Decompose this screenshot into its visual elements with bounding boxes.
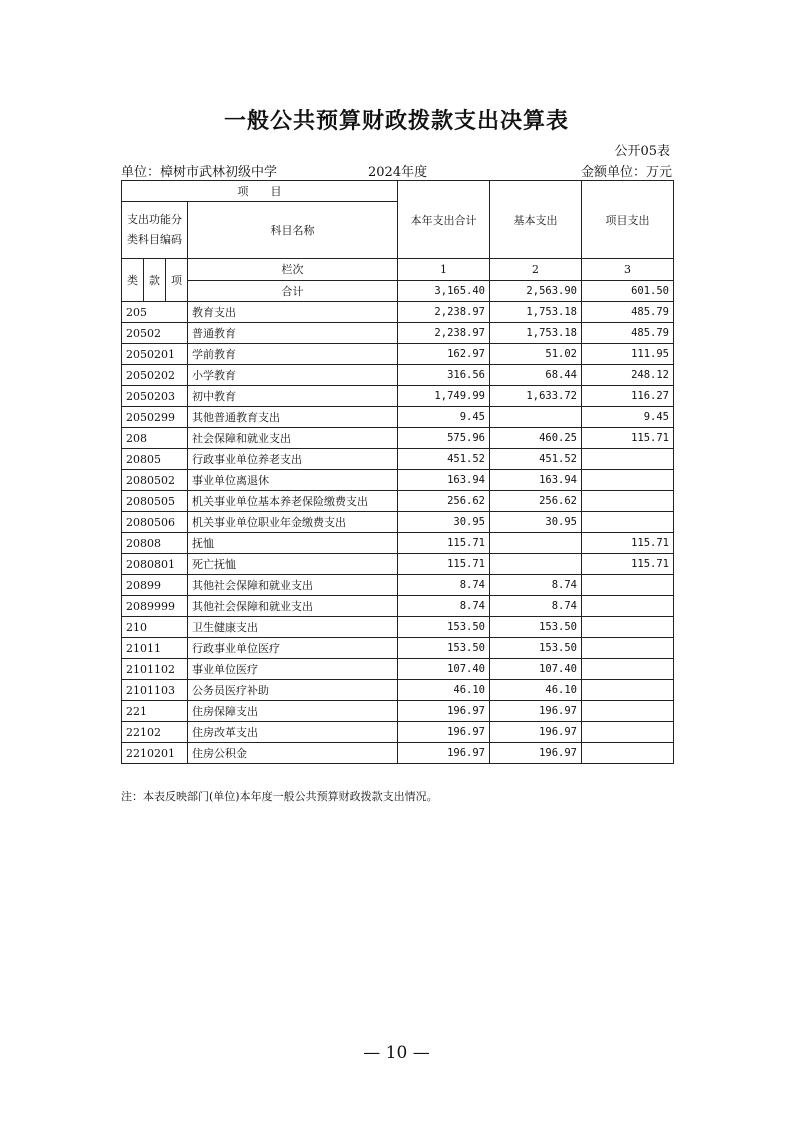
header-lanci: 栏次 [188,259,398,281]
row-code: 208 [122,428,188,449]
money-unit-label: 金额单位：万元 [580,165,672,180]
row-code: 2080801 [122,554,188,575]
row-project [582,470,674,491]
row-name: 其他社会保障和就业支出 [188,596,398,617]
row-basic: 196.97 [490,743,582,764]
total-project: 601.50 [582,280,674,302]
header-n3: 3 [582,259,674,281]
table-row [122,638,674,659]
row-name: 普通教育 [188,323,398,344]
header-code-label [122,202,188,259]
row-total: 8.74 [398,575,490,596]
row-basic: 46.10 [490,680,582,701]
row-project [582,722,674,743]
table-row [122,722,674,743]
row-code: 2080502 [122,470,188,491]
row-code: 2089999 [122,596,188,617]
expenditure-table [121,180,674,764]
row-project [582,680,674,701]
row-basic: 163.94 [490,470,582,491]
total-label: 合计 [188,280,398,302]
row-project: 248.12 [582,365,674,386]
row-total: 163.94 [398,470,490,491]
row-name: 教育支出 [188,302,398,323]
row-basic: 196.97 [490,722,582,743]
row-basic: 451.52 [490,449,582,470]
row-name: 机关事业单位基本养老保险缴费支出 [188,491,398,512]
table-body [122,302,674,764]
row-name: 行政事业单位养老支出 [188,449,398,470]
total-sum: 3,165.40 [398,280,490,302]
row-total: 2,238.97 [398,323,490,344]
row-code: 20805 [122,449,188,470]
footnote: 注：本表反映部门(单位)本年度一般公共预算财政拨款支出情况。 [121,790,438,803]
row-total: 316.56 [398,365,490,386]
row-project: 111.95 [582,344,674,365]
row-name: 住房公积金 [188,743,398,764]
page-number: — 10 — [363,1043,430,1063]
meta-line [121,161,672,179]
row-name: 抚恤 [188,533,398,554]
header-kuan: 款 [144,259,166,302]
form-number: 公开05表 [614,144,670,159]
table-row [122,512,674,533]
row-code: 2050202 [122,365,188,386]
row-name: 社会保障和就业支出 [188,428,398,449]
row-project [582,512,674,533]
row-total: 196.97 [398,743,490,764]
row-total: 196.97 [398,722,490,743]
row-total: 115.71 [398,533,490,554]
row-total: 196.97 [398,701,490,722]
row-basic: 153.50 [490,638,582,659]
row-name: 事业单位离退休 [188,470,398,491]
header-code-label-line2: 类科目编码 [127,233,182,246]
table-row [122,533,674,554]
row-project: 115.71 [582,554,674,575]
row-project [582,743,674,764]
row-basic: 196.97 [490,701,582,722]
row-name: 学前教育 [188,344,398,365]
table-row [122,491,674,512]
row-project [582,659,674,680]
row-code: 2101103 [122,680,188,701]
row-project [582,638,674,659]
row-total: 256.62 [398,491,490,512]
table-row [122,428,674,449]
table-row [122,449,674,470]
row-name: 卫生健康支出 [188,617,398,638]
row-basic: 460.25 [490,428,582,449]
total-basic: 2,563.90 [490,280,582,302]
year-label: 2024年度 [368,165,428,180]
row-basic: 8.74 [490,575,582,596]
row-name: 其他普通教育支出 [188,407,398,428]
row-basic: 51.02 [490,344,582,365]
row-code: 2080505 [122,491,188,512]
row-code: 20899 [122,575,188,596]
row-basic: 107.40 [490,659,582,680]
row-name: 公务员医疗补助 [188,680,398,701]
row-project [582,701,674,722]
row-name: 初中教育 [188,386,398,407]
row-project: 115.71 [582,428,674,449]
header-code-label-line1: 支出功能分 [127,213,182,226]
row-name: 机关事业单位职业年金缴费支出 [188,512,398,533]
row-code: 22102 [122,722,188,743]
row-code: 21011 [122,638,188,659]
header-item: 项 目 [122,181,398,202]
table-row [122,470,674,491]
table-row [122,701,674,722]
row-total: 2,238.97 [398,302,490,323]
row-total: 575.96 [398,428,490,449]
header-xiang: 项 [166,259,188,302]
row-name: 住房改革支出 [188,722,398,743]
header-col-basic: 基本支出 [490,181,582,259]
table-row [122,680,674,701]
row-total: 46.10 [398,680,490,701]
row-total: 107.40 [398,659,490,680]
row-project: 116.27 [582,386,674,407]
row-project: 485.79 [582,323,674,344]
row-basic: 68.44 [490,365,582,386]
row-basic: 1,633.72 [490,386,582,407]
row-basic: 153.50 [490,617,582,638]
table-row [122,323,674,344]
row-basic [490,554,582,575]
row-project: 485.79 [582,302,674,323]
row-name: 其他社会保障和就业支出 [188,575,398,596]
row-code: 205 [122,302,188,323]
unit-label: 单位：樟树市武林初级中学 [121,165,278,180]
table-row [122,575,674,596]
row-code: 2050299 [122,407,188,428]
row-total: 451.52 [398,449,490,470]
page-title: 一般公共预算财政拨款支出决算表 [223,109,569,134]
table-row [122,302,674,323]
table-row [122,407,674,428]
table-row [122,386,674,407]
header-lei: 类 [122,259,144,302]
row-project [582,575,674,596]
row-project [582,596,674,617]
row-name: 小学教育 [188,365,398,386]
row-code: 20502 [122,323,188,344]
row-code: 210 [122,617,188,638]
row-name: 事业单位医疗 [188,659,398,680]
row-code: 2101102 [122,659,188,680]
row-code: 2050201 [122,344,188,365]
row-total: 30.95 [398,512,490,533]
row-code: 2050203 [122,386,188,407]
row-total: 153.50 [398,617,490,638]
row-project: 115.71 [582,533,674,554]
row-basic [490,533,582,554]
row-basic: 1,753.18 [490,323,582,344]
table-row [122,365,674,386]
header-col-total: 本年支出合计 [398,181,490,259]
table-row [122,743,674,764]
table-row [122,596,674,617]
row-project [582,617,674,638]
row-basic: 256.62 [490,491,582,512]
row-total: 153.50 [398,638,490,659]
row-basic: 1,753.18 [490,302,582,323]
row-basic: 8.74 [490,596,582,617]
row-project [582,449,674,470]
row-project [582,491,674,512]
table-row [122,344,674,365]
header-n1: 1 [398,259,490,281]
header-name: 科目名称 [188,202,398,259]
row-basic: 30.95 [490,512,582,533]
row-total: 162.97 [398,344,490,365]
header-n2: 2 [490,259,582,281]
row-total: 8.74 [398,596,490,617]
table-row [122,554,674,575]
row-code: 20808 [122,533,188,554]
table-row [122,659,674,680]
row-code: 2210201 [122,743,188,764]
table-row [122,617,674,638]
row-total: 115.71 [398,554,490,575]
row-name: 死亡抚恤 [188,554,398,575]
row-code: 221 [122,701,188,722]
row-project: 9.45 [582,407,674,428]
row-code: 2080506 [122,512,188,533]
header-col-project: 项目支出 [582,181,674,259]
row-name: 住房保障支出 [188,701,398,722]
row-total: 1,749.99 [398,386,490,407]
row-basic [490,407,582,428]
row-total: 9.45 [398,407,490,428]
row-name: 行政事业单位医疗 [188,638,398,659]
